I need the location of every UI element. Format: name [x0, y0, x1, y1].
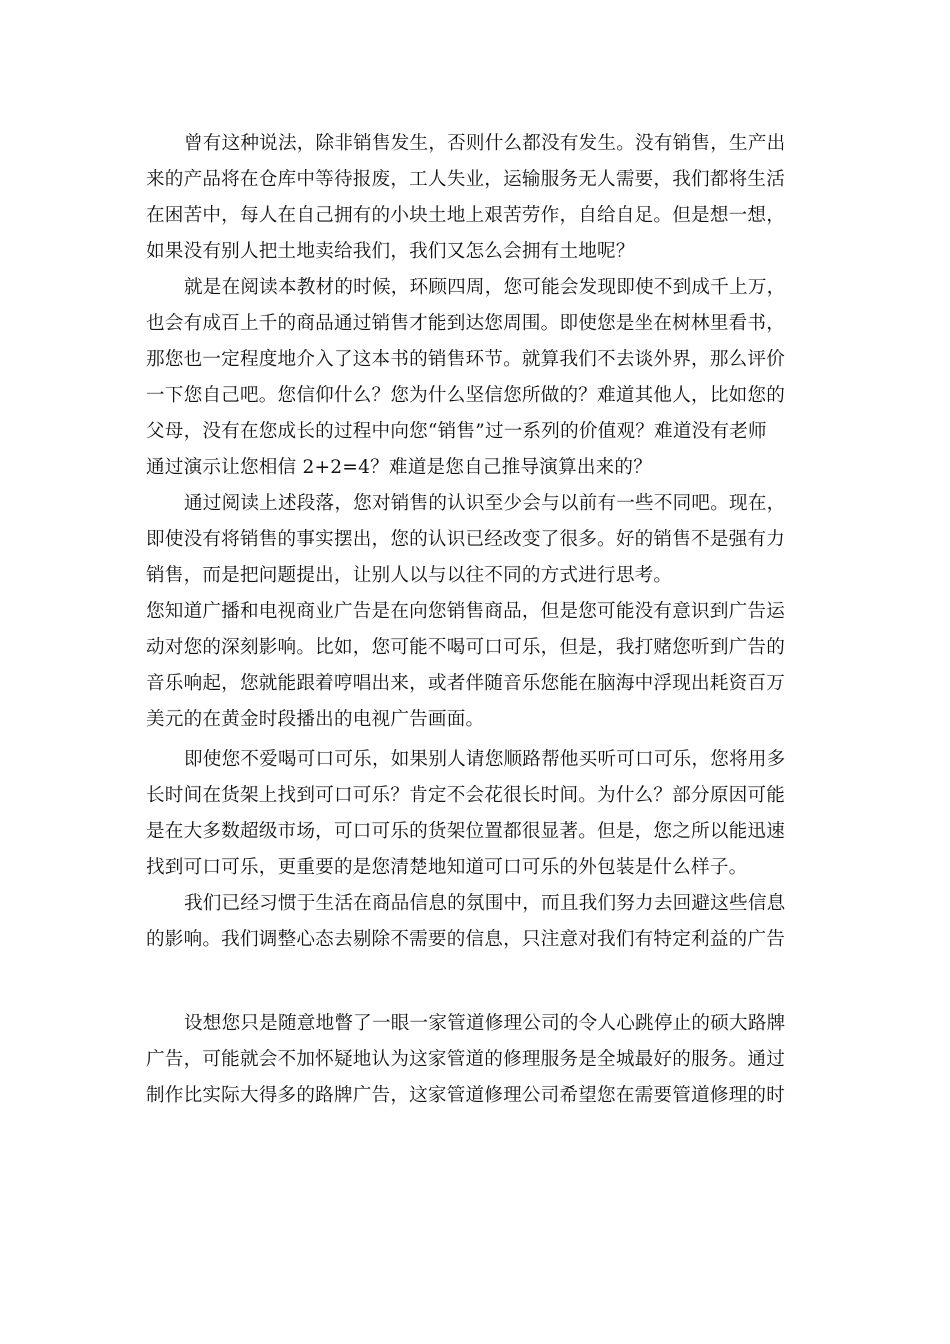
text-line: 如果没有别人把土地卖给我们，我们又怎么会拥有土地呢？ [146, 241, 635, 262]
text-line: 长时间在货架上找到可口可乐？肯定不会花很长时间。为什么？部分原因可能 [146, 785, 785, 806]
text-line: 即使没有将销售的事实摆出，您的认识已经改变了很多。好的销售不是强有力 [146, 529, 785, 550]
text-line: 在困苦中，每人在自己拥有的小块土地上艰苦劳作，自给自足。但是想一想， [146, 205, 785, 226]
text-line: 曾有这种说法，除非销售发生，否则什么都没有发生。没有销售，生产出 [184, 133, 786, 154]
text-line: 一下您自己吧。您信仰什么？您为什么坚信您所做的？难道其他人，比如您的 [146, 385, 785, 406]
text-line: 动对您的深刻影响。比如，您可能不喝可口可乐，但是，我打赌您听到广告的 [146, 637, 785, 658]
text-line: 的影响。我们调整心态去剔除不需要的信息，只注意对我们有特定利益的广告 [146, 929, 785, 950]
text-line: 制作比实际大得多的路牌广告，这家管道修理公司希望您在需要管道修理的时 [146, 1085, 785, 1106]
text-line: 设想您只是随意地瞥了一眼一家管道修理公司的令人心跳停止的硕大路牌 [184, 1013, 786, 1034]
text-line: 我们已经习惯于生活在商品信息的氛围中，而且我们努力去回避这些信息 [184, 893, 786, 914]
text-line: 是在大多数超级市场，可口可乐的货架位置都很显著。但是，您之所以能迅速 [146, 821, 785, 842]
text-line: 来的产品将在仓库中等待报废，工人失业，运输服务无人需要，我们都将生活 [146, 169, 785, 190]
text-line: 父母，没有在您成长的过程中向您“销售”过一系列的价值观？难道没有老师 [146, 421, 767, 442]
text-line: 通过演示让您相信 2+2=4？难道是您自己推导演算出来的？ [146, 457, 653, 478]
text-line: 通过阅读上述段落，您对销售的认识至少会与以前有一些不同吧。现在， [184, 493, 786, 514]
text-line: 也会有成百上千的商品通过销售才能到达您周围。即使您是坐在树林里看书， [146, 313, 785, 334]
text-line: 广告，可能就会不加怀疑地认为这家管道的修理服务是全城最好的服务。通过 [146, 1049, 785, 1070]
text-line: 音乐响起，您就能跟着哼唱出来，或者伴随音乐您能在脑海中浮现出耗资百万 [146, 673, 785, 694]
text-line: 销售，而是把问题提出，让别人以与以往不同的方式进行思考。 [146, 565, 673, 586]
text-line: 您知道广播和电视商业广告是在向您销售商品，但是您可能没有意识到广告运 [146, 601, 785, 622]
text-line: 找到可口可乐，更重要的是您清楚地知道可口可乐的外包装是什么样子。 [146, 857, 748, 878]
text-line: 那您也一定程度地介入了这本书的销售环节。就算我们不去谈外界，那么评价 [146, 349, 785, 370]
text-line: 就是在阅读本教材的时候，环顾四周，您可能会发现即使不到成千上万， [184, 277, 786, 298]
text-line: 美元的在黄金时段播出的电视广告画面。 [146, 709, 485, 730]
text-line: 即使您不爱喝可口可乐，如果别人请您顺路帮他买听可口可乐，您将用多 [184, 749, 786, 770]
